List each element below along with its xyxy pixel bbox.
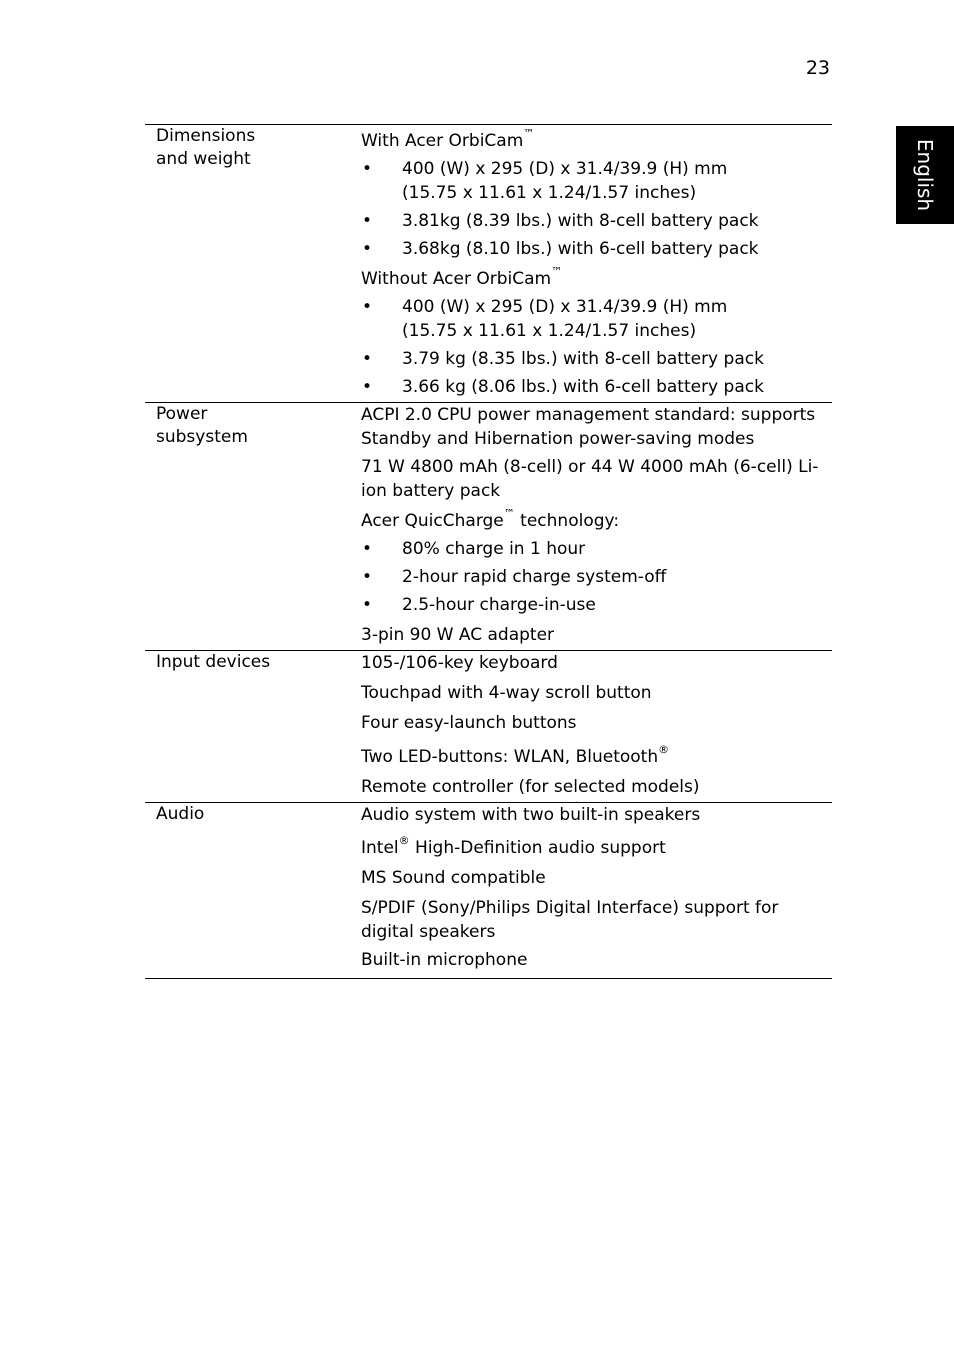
paragraph: ACPI 2.0 CPU power management standard: supports Standby and Hibernation power-saving modes [361,405,816,449]
paragraph: 3-pin 90 W AC adapter [361,625,555,645]
subheading-quiccharge: Acer QuicCharge™ technology: [361,507,620,531]
language-tab [896,126,954,224]
paragraph: Audio system with two built-in speakers [361,805,701,825]
table-row-input [145,651,832,803]
list-item: • 400 (W) x 295 (D) x 31.4/39.9 (H) mm (15.75 x 11.61 x 1.24/1.57 inches) [361,295,832,343]
row-label-power [145,403,361,651]
list-item: • 3.81kg (8.39 lbs.) with 8-cell battery pack [361,209,832,233]
language-tab-label: English [913,138,937,212]
paragraph: 71 W 4800 mAh (8-cell) or 44 W 4000 mAh (6-cell) Li- ion battery pack [361,457,819,501]
registered-symbol: ® [398,834,410,848]
table-row-dimensions [145,125,832,403]
list-item: • 3.66 kg (8.06 lbs.) with 6-cell battery pack [361,375,832,399]
row-content-audio [361,803,832,979]
trademark-symbol: ™ [523,127,535,141]
paragraph: S/PDIF (Sony/Philips Digital Interface) support for digital speakers [361,898,779,942]
row-label-dimensions [145,125,361,403]
row-content-input [361,651,832,803]
row-label-line: Dimensions [156,126,256,146]
page-number: 23 [805,57,830,79]
list-item: • 80% charge in 1 hour [361,537,832,561]
subheading-without-orbicam: Without Acer OrbiCam™ [361,265,563,289]
table-row-audio [145,803,832,979]
paragraph: MS Sound compatible [361,868,546,888]
row-content-power [361,403,832,651]
subheading-with-orbicam: With Acer OrbiCam™ [361,127,535,151]
list-item: • 2-hour rapid charge system-off [361,565,832,589]
table-row-power [145,403,832,651]
row-label-line: Power [156,404,208,424]
paragraph: Intel® High-Definition audio support [361,834,666,858]
row-label-line: subsystem [156,427,248,447]
paragraph: Two LED-buttons: WLAN, Bluetooth® [361,743,670,767]
row-label-line: and weight [156,149,251,169]
list-item: • 3.79 kg (8.35 lbs.) with 8-cell battery pack [361,347,832,371]
list-item: • 2.5-hour charge-in-use [361,593,832,617]
trademark-symbol: ™ [551,265,563,279]
row-label-input [145,651,361,803]
list-item: • 400 (W) x 295 (D) x 31.4/39.9 (H) mm (15.75 x 11.61 x 1.24/1.57 inches) [361,157,832,205]
row-label-line: Audio [156,804,205,824]
list-item: • 3.68kg (8.10 lbs.) with 6-cell battery pack [361,237,832,261]
paragraph: Four easy-launch buttons [361,713,577,733]
specifications-table [145,124,832,979]
trademark-symbol: ™ [503,507,515,521]
paragraph: Touchpad with 4-way scroll button [361,683,652,703]
row-content-dimensions [361,125,832,403]
paragraph: Built-in microphone [361,950,528,970]
registered-symbol: ® [658,743,670,757]
row-label-audio [145,803,361,979]
paragraph: 105-/106-key keyboard [361,653,558,673]
paragraph: Remote controller (for selected models) [361,777,700,797]
row-label-line: Input devices [156,652,271,672]
